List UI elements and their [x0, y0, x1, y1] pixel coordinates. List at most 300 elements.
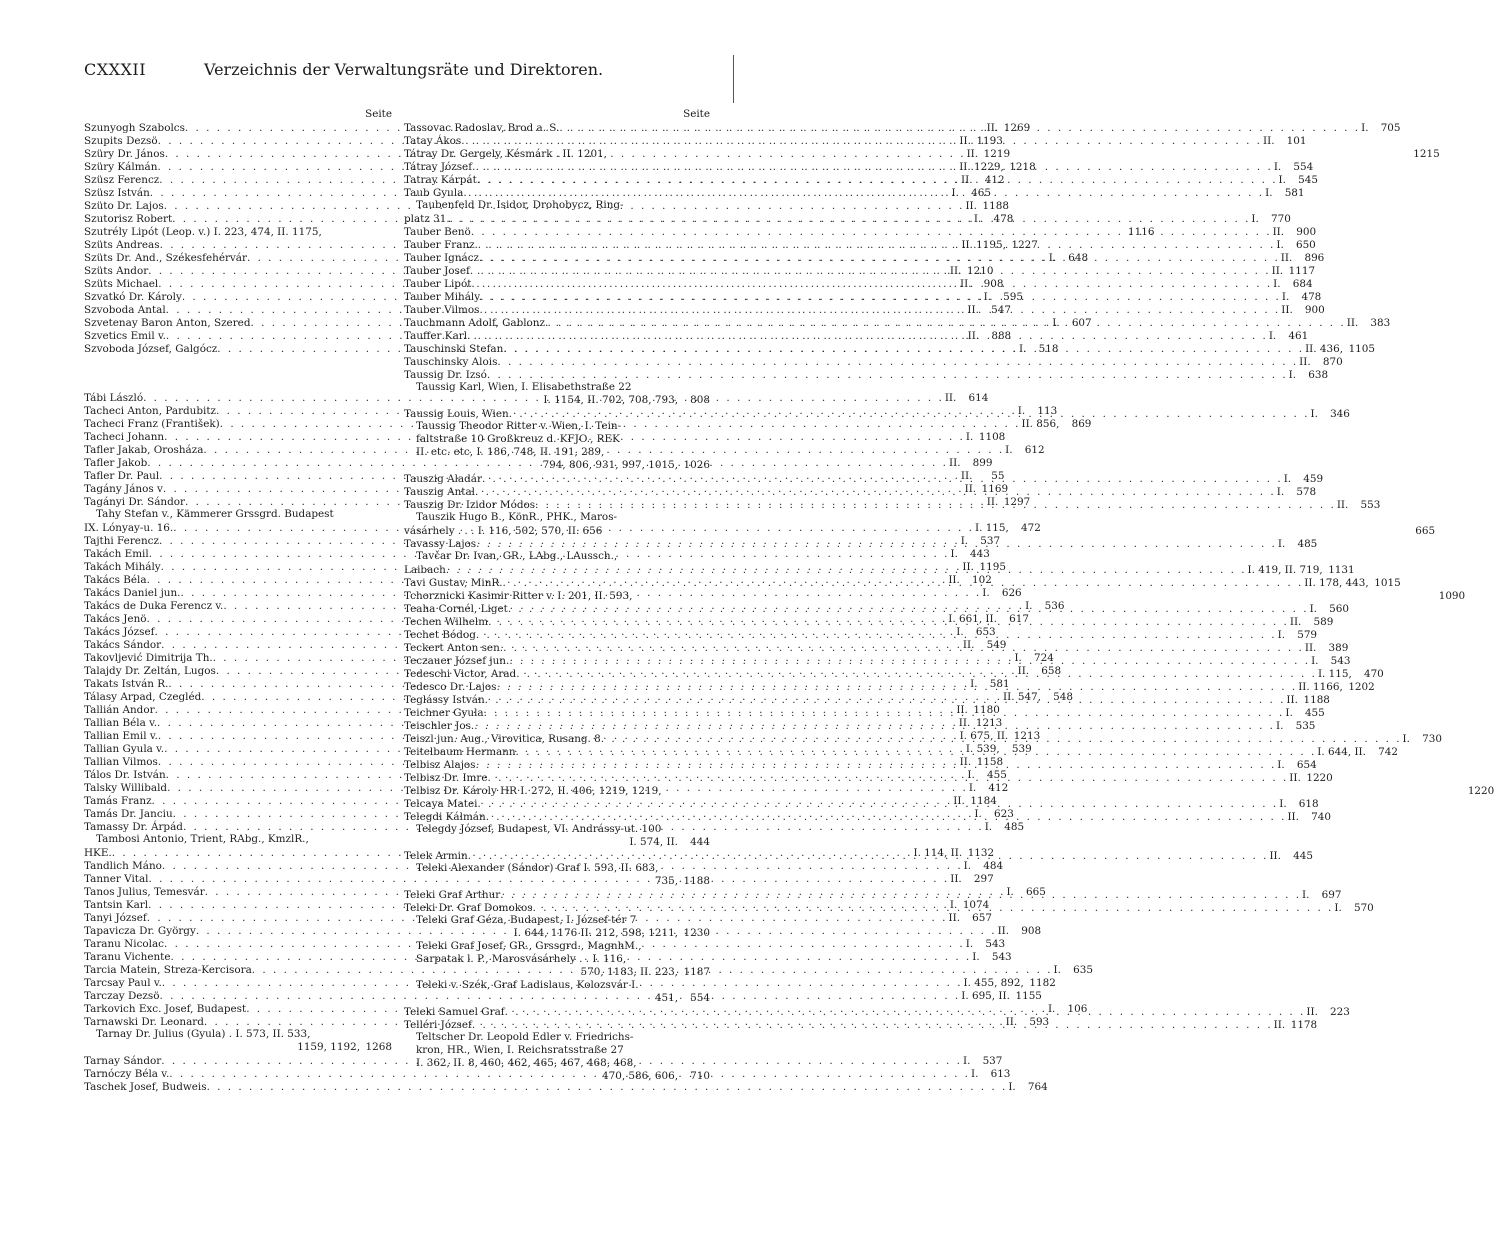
- entry-continuation: [404, 1070, 710, 1083]
- entry-page: 657: [972, 912, 992, 924]
- entry-page: 1193: [976, 135, 1003, 147]
- entry-continuation: [404, 381, 710, 394]
- entry-continuation: [404, 914, 710, 927]
- entry-name: Takács Jenö: [84, 613, 147, 625]
- entry-text: Teleki Graf Josef, GR., Grssgrd., MagnhM.,: [416, 940, 642, 952]
- entry-name: Tauschinsky Alois: [404, 356, 498, 368]
- entry-text: Tavčar Dr. Ivan, GR., LAbg., LAussch.,: [416, 550, 618, 562]
- entry-page: 1184: [970, 795, 997, 807]
- entry-page: 1015: [1374, 577, 1401, 589]
- entry-page: 445: [1293, 850, 1313, 862]
- entry-page: 297: [973, 873, 994, 885]
- entry-name: Tarnay Sándor: [84, 1055, 162, 1067]
- entry-ref: II.: [948, 574, 960, 586]
- entry-page: 900: [1296, 226, 1317, 238]
- entry-ref: II.: [950, 873, 962, 885]
- entry-page: 1169: [981, 483, 1009, 495]
- entry-ref: I.: [1017, 405, 1026, 417]
- entry-page: 535: [1295, 720, 1316, 732]
- entry-page: 1215: [1413, 148, 1440, 160]
- entry-page: 742: [1378, 746, 1398, 758]
- entry-page: 1202: [1348, 681, 1375, 693]
- entry-ref: II.: [962, 639, 975, 651]
- entry-name: Tacheci Johann: [84, 431, 165, 443]
- entry-page: 543: [991, 951, 1012, 963]
- entry-ref: II.: [1005, 1016, 1018, 1028]
- entry-ref: II.: [953, 795, 965, 807]
- entry-continuation: [404, 992, 710, 1005]
- entry-continuation: [404, 875, 710, 888]
- entry-page: 730: [1422, 733, 1442, 745]
- entry-ref: II.: [965, 200, 977, 212]
- entry-page: 665: [1026, 886, 1046, 898]
- entry-ref: I.: [1277, 629, 1286, 641]
- entry-ref: II. 547,: [1003, 691, 1041, 703]
- entry-name: Szüto Dr. Lajos: [84, 200, 164, 212]
- dot-leader: [509, 408, 1310, 420]
- entry-name: Techet Bódog: [404, 629, 476, 641]
- entry-ref: I.: [1281, 291, 1290, 303]
- entry-ref: I.: [1053, 964, 1061, 976]
- entry-page: 1090: [1438, 590, 1466, 602]
- entry-ref: I.: [1005, 444, 1013, 456]
- entry-name: Teischler Jos.: [404, 720, 475, 732]
- entry-text: I. 1154, II. 702, 708, 793,: [543, 394, 678, 406]
- entry-ref: II.: [959, 135, 971, 147]
- entry-page: 102: [972, 574, 992, 586]
- entry-page: 383: [1370, 317, 1391, 329]
- entry-page: 443: [970, 548, 990, 560]
- entry-page: 653: [975, 626, 996, 638]
- entry-name: Szvoboda Antal: [84, 304, 166, 316]
- entry-ref: I.: [1311, 655, 1319, 667]
- entry-ref: II.: [1280, 252, 1293, 264]
- page-number: CXXXII: [84, 60, 147, 79]
- entry-ref: I.: [1008, 1081, 1016, 1093]
- dot-leader: [446, 564, 1247, 576]
- dot-leader: [486, 811, 1287, 823]
- entry-ref: I.: [965, 938, 974, 950]
- entry-name: Tauber Mihály: [404, 291, 481, 303]
- entry-continuation: [404, 1057, 710, 1070]
- entry-page: 650: [1295, 239, 1316, 251]
- entry-name: Tauschinski Stefan: [404, 343, 504, 355]
- entry-ref: II.: [956, 704, 968, 716]
- entry-page: 1178: [1290, 1019, 1318, 1031]
- entry-page: 612: [1024, 444, 1045, 456]
- entry-ref: I.: [971, 1068, 979, 1080]
- entry-page: 595: [1003, 291, 1023, 303]
- entry-name: Szvoboda József, Galgócz: [84, 343, 218, 355]
- entry-page: 899: [972, 457, 993, 469]
- entry-name: Szüsz István: [84, 187, 150, 199]
- entry-ref: I.: [1302, 889, 1310, 901]
- entry-name: Tallián Andor: [84, 704, 155, 716]
- dot-leader: [485, 694, 1286, 706]
- entry-name: Tatay Ákos: [404, 135, 462, 147]
- index-entry: [404, 368, 1329, 381]
- entry-continuation: [84, 1028, 392, 1041]
- entry-continuation: [404, 823, 710, 836]
- entry-page: 740: [1311, 811, 1331, 823]
- dot-leader: [533, 902, 1334, 914]
- entry-name: Takats István R.: [84, 678, 169, 690]
- entry-name: Tedeschi Victor, Arad: [404, 668, 517, 680]
- entry-page: 461: [1288, 330, 1309, 342]
- entry-name: Tarcia Matein, Streza-Kercisora: [84, 964, 252, 976]
- entry-page: 113: [1037, 405, 1058, 417]
- entry-name: Szüts Michael: [84, 278, 159, 290]
- entry-name: Tallian Gyula v.: [84, 743, 165, 755]
- dot-leader: [487, 369, 1288, 381]
- entry-text: 735,: [654, 875, 678, 887]
- dot-leader: [463, 187, 1264, 199]
- entry-name: Telbisz Dr. Imre: [404, 772, 488, 784]
- entry-ref: II.: [1346, 317, 1359, 329]
- entry-ref: I.: [984, 821, 993, 833]
- entry-page: 908: [1021, 925, 1042, 937]
- entry-ref: II.: [1263, 135, 1275, 147]
- entry-continuation: [404, 940, 710, 953]
- entry-page: 1188: [1303, 694, 1330, 706]
- dot-leader: [476, 538, 1277, 550]
- entry-name: Szutorisz Robert: [84, 213, 173, 225]
- entry-page: 808: [690, 394, 710, 406]
- entry-ref: I.: [1047, 1003, 1056, 1015]
- entry-name: Taranu Nicolac: [84, 938, 164, 950]
- entry-name: Tantsin Karl: [84, 899, 149, 911]
- entry-page: 412: [988, 782, 1009, 794]
- entry-page: 618: [1298, 798, 1319, 810]
- entry-page: 472: [1021, 522, 1041, 534]
- entry-name: Taussig Dr. Izsó: [404, 369, 487, 381]
- entry-name: Telegdi Kálmán: [404, 811, 486, 823]
- entry-page: 444: [690, 836, 710, 848]
- entry-ref: II.: [958, 717, 971, 729]
- entry-page: 581: [989, 678, 1010, 690]
- entry-ref: II. 178, 443,: [1304, 577, 1369, 589]
- entry-page: 638: [1308, 369, 1329, 381]
- entry-name: Tauber Lipót: [404, 278, 472, 290]
- index-entry: [404, 355, 1343, 368]
- entry-name: Teleki Graf Arthur: [404, 889, 501, 901]
- entry-page: 55: [991, 470, 1005, 482]
- entry-page: 1074: [962, 899, 990, 911]
- dot-leader: [467, 330, 1268, 342]
- entry-name: Teleki Samuel Graf: [404, 1006, 505, 1018]
- entry-continuation: [404, 511, 710, 524]
- entry-name: IX. Lónyay-u. 16.: [84, 522, 174, 534]
- entry-ref: II. 1195,: [961, 239, 1006, 251]
- entry-page: 1195: [979, 561, 1006, 573]
- entry-ref: II.: [944, 392, 957, 404]
- entry-page: 614: [968, 392, 989, 404]
- entry-name: HKE.: [84, 847, 112, 859]
- entry-name: Tauber Benö: [404, 226, 471, 238]
- entry-continuation: [84, 1041, 392, 1054]
- entry-text: faltstraße 10 Großkreuz d. KFJO., REK: [416, 433, 620, 445]
- entry-page: 869: [1071, 418, 1092, 430]
- dot-leader: [535, 499, 1336, 511]
- entry-page: 617: [1009, 613, 1029, 625]
- entry-ref: II.: [1287, 811, 1299, 823]
- entry-ref: I.: [1273, 278, 1281, 290]
- entry-page: 1117: [1288, 265, 1316, 277]
- entry-page: 648: [1068, 252, 1089, 264]
- entry-ref: II.: [1336, 499, 1349, 511]
- entry-ref: I.: [1006, 886, 1014, 898]
- entry-ref: II.: [1269, 850, 1281, 862]
- entry-ref: II.: [948, 912, 960, 924]
- entry-ref: I.: [1268, 330, 1277, 342]
- entry-continuation: [404, 420, 710, 433]
- entry-name: Tanos Julius, Temesvár: [84, 886, 205, 898]
- entry-continuation: [404, 394, 710, 407]
- entry-continuation: [84, 508, 392, 521]
- entry-page: 635: [1073, 964, 1093, 976]
- entry-name: Tarkovich Exc. Josef, Budapest: [84, 1003, 247, 1015]
- entry-name: Szunyogh Szabolcs: [84, 122, 185, 134]
- entry-ref: I.: [1277, 759, 1285, 771]
- entry-ref: II.: [960, 278, 972, 290]
- entry-name: Tandlich Máno: [84, 860, 162, 872]
- entry-page: 545: [1298, 174, 1318, 186]
- entry-page: 1180: [973, 704, 1000, 716]
- entry-name: Teitelbaum Hermann: [404, 746, 516, 758]
- page-header: [84, 60, 712, 90]
- entry-name: Tavassy Lajos: [404, 538, 477, 550]
- entry-continuation: [404, 199, 710, 212]
- entry-page: 1132: [967, 847, 995, 859]
- entry-name: Tarnóczy Béla v.: [84, 1068, 170, 1080]
- entry-name: Taub Gyula: [404, 187, 464, 199]
- entry-page: 1131: [1328, 564, 1355, 576]
- entry-continuation: [404, 862, 710, 875]
- entry-page: 1187: [683, 966, 710, 978]
- entry-name: Tarnawski Dr. Leonard: [84, 1016, 204, 1028]
- entry-ref: II.: [967, 330, 980, 342]
- entry-page: 455: [1304, 707, 1325, 719]
- dot-leader: [503, 343, 1304, 355]
- entry-name: Tátray József: [404, 161, 473, 173]
- entry-continuation: [404, 1031, 710, 1044]
- entry-page: 578: [1296, 486, 1317, 498]
- entry-ref: II.: [1281, 304, 1293, 316]
- entry-ref: I. 675, II.: [959, 730, 1009, 742]
- entry-ref: I. 115,: [974, 522, 1009, 534]
- dot-leader: [509, 655, 1310, 667]
- dot-leader: [479, 252, 1280, 264]
- entry-ref: I.: [1276, 720, 1284, 732]
- entry-page: 654: [1296, 759, 1317, 771]
- entry-ref: I. 539,: [965, 743, 1000, 755]
- entry-ref: II.: [959, 756, 972, 768]
- dot-leader: [450, 213, 1251, 225]
- section-gap: [84, 355, 392, 391]
- entry-ref: I. 661, II.: [948, 613, 997, 625]
- entry-page: 1269: [1003, 122, 1031, 134]
- entry-text: Taussig Karl, Wien, I. Elisabethstraße 22: [416, 381, 632, 393]
- entry-page: 1026: [683, 459, 710, 471]
- entry-page: 465: [971, 187, 991, 199]
- entry-name: Tamás Franz: [84, 795, 152, 807]
- entry-page: 537: [980, 535, 1001, 547]
- entry-page: 485: [1004, 821, 1025, 833]
- entry-ref: II.: [986, 496, 999, 508]
- dot-leader: [480, 304, 1281, 316]
- entry-ref: I.: [967, 769, 975, 781]
- entry-name: Tallian Emil v.: [84, 730, 158, 742]
- entry-ref: II.: [1304, 642, 1317, 654]
- entry-name: Tatray Kárpát: [404, 174, 477, 186]
- entry-name: Teiszl jun. Aug., Virovitica, Rusang. 8: [404, 733, 601, 745]
- entry-ref: II.: [964, 483, 977, 495]
- entry-page: 1227: [1011, 239, 1038, 251]
- entry-ref: I.: [960, 535, 969, 547]
- dot-leader: [475, 239, 1276, 251]
- entry-page: 900: [1304, 304, 1325, 316]
- entry-text: Telegdy József, Budapest, VI. Andrássy-ut. 100: [416, 823, 662, 835]
- entry-page: 518: [1038, 343, 1059, 355]
- entry-page: 536: [1044, 600, 1065, 612]
- entry-ref: II.: [960, 470, 973, 482]
- entry-ref: II.: [1286, 694, 1298, 706]
- entry-name: Telcaya Matei: [404, 798, 478, 810]
- entry-name: Tarczay Dezsö: [84, 990, 160, 1002]
- entry-ref: I.: [956, 626, 964, 638]
- entry-text: I. 362, II. 8, 460, 462, 465, 467, 468, 468,: [416, 1057, 637, 1069]
- entry-name: Tedesco Dr. Lajos: [404, 681, 497, 693]
- entry-name: Telek Armin: [404, 850, 468, 862]
- dot-leader: [545, 317, 1346, 329]
- entry-text: 570, 1183, II. 223,: [580, 966, 678, 978]
- entry-continuation: [404, 836, 710, 849]
- entry-page: 1108: [978, 431, 1006, 443]
- entry-name: Szüts Andor: [84, 265, 149, 277]
- entry-page: 1116: [1128, 226, 1155, 238]
- entry-text: Tarnay Dr. Julius (Gyula) . I. 573, II. 533,: [96, 1028, 311, 1040]
- entry-ref: I. 115,: [1317, 668, 1352, 680]
- entry-page: 1188: [683, 875, 710, 887]
- entry-page: 1219: [983, 148, 1011, 160]
- entry-name: Takács Béla: [84, 574, 147, 586]
- entry-ref: I.: [1285, 707, 1293, 719]
- entry-continuation: [404, 1044, 710, 1057]
- entry-page: 1220: [1306, 772, 1333, 784]
- dot-leader: [472, 1019, 1273, 1031]
- entry-name: Tagány János v: [84, 483, 163, 495]
- entry-ref: I.: [1279, 798, 1287, 810]
- entry-page: 553: [1360, 499, 1381, 511]
- entry-name: Takács Daniel jun.: [84, 587, 181, 599]
- dot-leader: [484, 707, 1285, 719]
- entry-name: Telbisz Dr. Károly HR I. 272, II. 406, 1219, 1219,: [404, 785, 662, 797]
- entry-ref: II.: [1273, 1019, 1286, 1031]
- entry-name: Tauszig Antal: [404, 486, 475, 498]
- entry-name: Teglássy István: [404, 694, 485, 706]
- entry-page: 548: [1053, 691, 1073, 703]
- entry-page: 389: [1328, 642, 1349, 654]
- margin-rule: [733, 55, 734, 103]
- entry-text: I. 644, 1176 II. 212, 598, 1211,: [513, 927, 678, 939]
- dot-leader: [477, 798, 1278, 810]
- entry-ref: I.: [1402, 733, 1410, 745]
- dot-leader: [505, 1006, 1306, 1018]
- entry-page: 710: [690, 1070, 710, 1082]
- dot-leader: [508, 603, 1309, 615]
- entry-name: Szvetenay Baron Anton, Szered: [84, 317, 251, 329]
- dot-leader: [601, 733, 1402, 745]
- entry-name: platz 31.: [404, 213, 450, 225]
- entry-name: Szüry Kálmán: [84, 161, 158, 173]
- entry-text: Sarpatak l. P., Marosvásárhely . . I. 116,: [416, 953, 627, 965]
- entry-name: Talajdy Dr. Zeltán, Lugos: [84, 665, 216, 677]
- entry-ref: I.: [1310, 408, 1318, 420]
- entry-name: Szüsz Ferencz: [84, 174, 160, 186]
- entry-name: Tálos Dr. István: [84, 769, 166, 781]
- entry-name: Teaha Cornél, Liget: [404, 603, 508, 615]
- entry-page: 549: [986, 639, 1007, 651]
- entry-page: 870: [1322, 356, 1343, 368]
- entry-page: 658: [1041, 665, 1062, 677]
- entry-ref: I.: [1251, 213, 1259, 225]
- entry-continuation: [84, 833, 392, 846]
- dot-leader: [476, 629, 1277, 641]
- entry-name: Tafler Dr. Paul: [84, 470, 160, 482]
- entry-page: 1182: [1029, 977, 1056, 989]
- dot-leader: [477, 174, 1278, 186]
- entry-continuation: [404, 433, 710, 446]
- entry-name: Takács de Duka Ferencz v.: [84, 600, 224, 612]
- entry-page: 537: [982, 1055, 1003, 1067]
- entry-name: Takács József: [84, 626, 155, 638]
- dot-leader: [488, 616, 1289, 628]
- entry-name: Tassovac Radoslav, Brod a. S.: [404, 122, 560, 134]
- entry-page: 478: [993, 213, 1014, 225]
- entry-page: 684: [1292, 278, 1313, 290]
- entry-page: 223: [1330, 1006, 1350, 1018]
- entry-name: Takovljević Dimitrija Th.: [84, 652, 213, 664]
- entry-name: Tchorznicki Kasimir Ritter v. I. 201, II. 593,: [404, 590, 633, 602]
- entry-page: 106: [1067, 1003, 1088, 1015]
- entry-ref: I.: [1277, 538, 1286, 550]
- entry-name: Tarcsay Paul v.: [84, 977, 162, 989]
- entry-name: Szüts Andreas: [84, 239, 160, 251]
- entry-name: Teichner Gyula: [404, 707, 484, 719]
- entry-ref: I. 644, II.: [1317, 746, 1366, 758]
- entry-name: Szvatkó Dr. Károly: [84, 291, 182, 303]
- entry-page: 484: [983, 860, 1004, 872]
- entry-name: Tanyi József: [84, 912, 147, 924]
- entry-page: 888: [991, 330, 1012, 342]
- entry-page: 560: [1329, 603, 1349, 615]
- entry-page: 665: [1415, 525, 1436, 537]
- entry-ref: I.: [951, 187, 959, 199]
- entry-ref: II.: [966, 148, 979, 160]
- entry-ref: I.: [1334, 902, 1342, 914]
- entry-text: 794, 806, 931, 997, 1015,: [542, 459, 678, 471]
- entry-continuation: [404, 966, 710, 979]
- dot-leader: [488, 772, 1289, 784]
- entry-ref: I.: [970, 678, 978, 690]
- entry-ref: I.: [1276, 486, 1285, 498]
- entry-name: Taschek Josef, Budweis: [84, 1081, 207, 1093]
- entry-page: 579: [1297, 629, 1318, 641]
- entry-text: kron, HR., Wien, I. Reichsratsstraße 27: [416, 1044, 624, 1056]
- entry-text: Taubenfeld Dr. Isidor, Drohobycz, Ring-: [416, 199, 624, 211]
- entry-name: Takách Mihály: [84, 561, 161, 573]
- entry-ref: II.: [967, 304, 979, 316]
